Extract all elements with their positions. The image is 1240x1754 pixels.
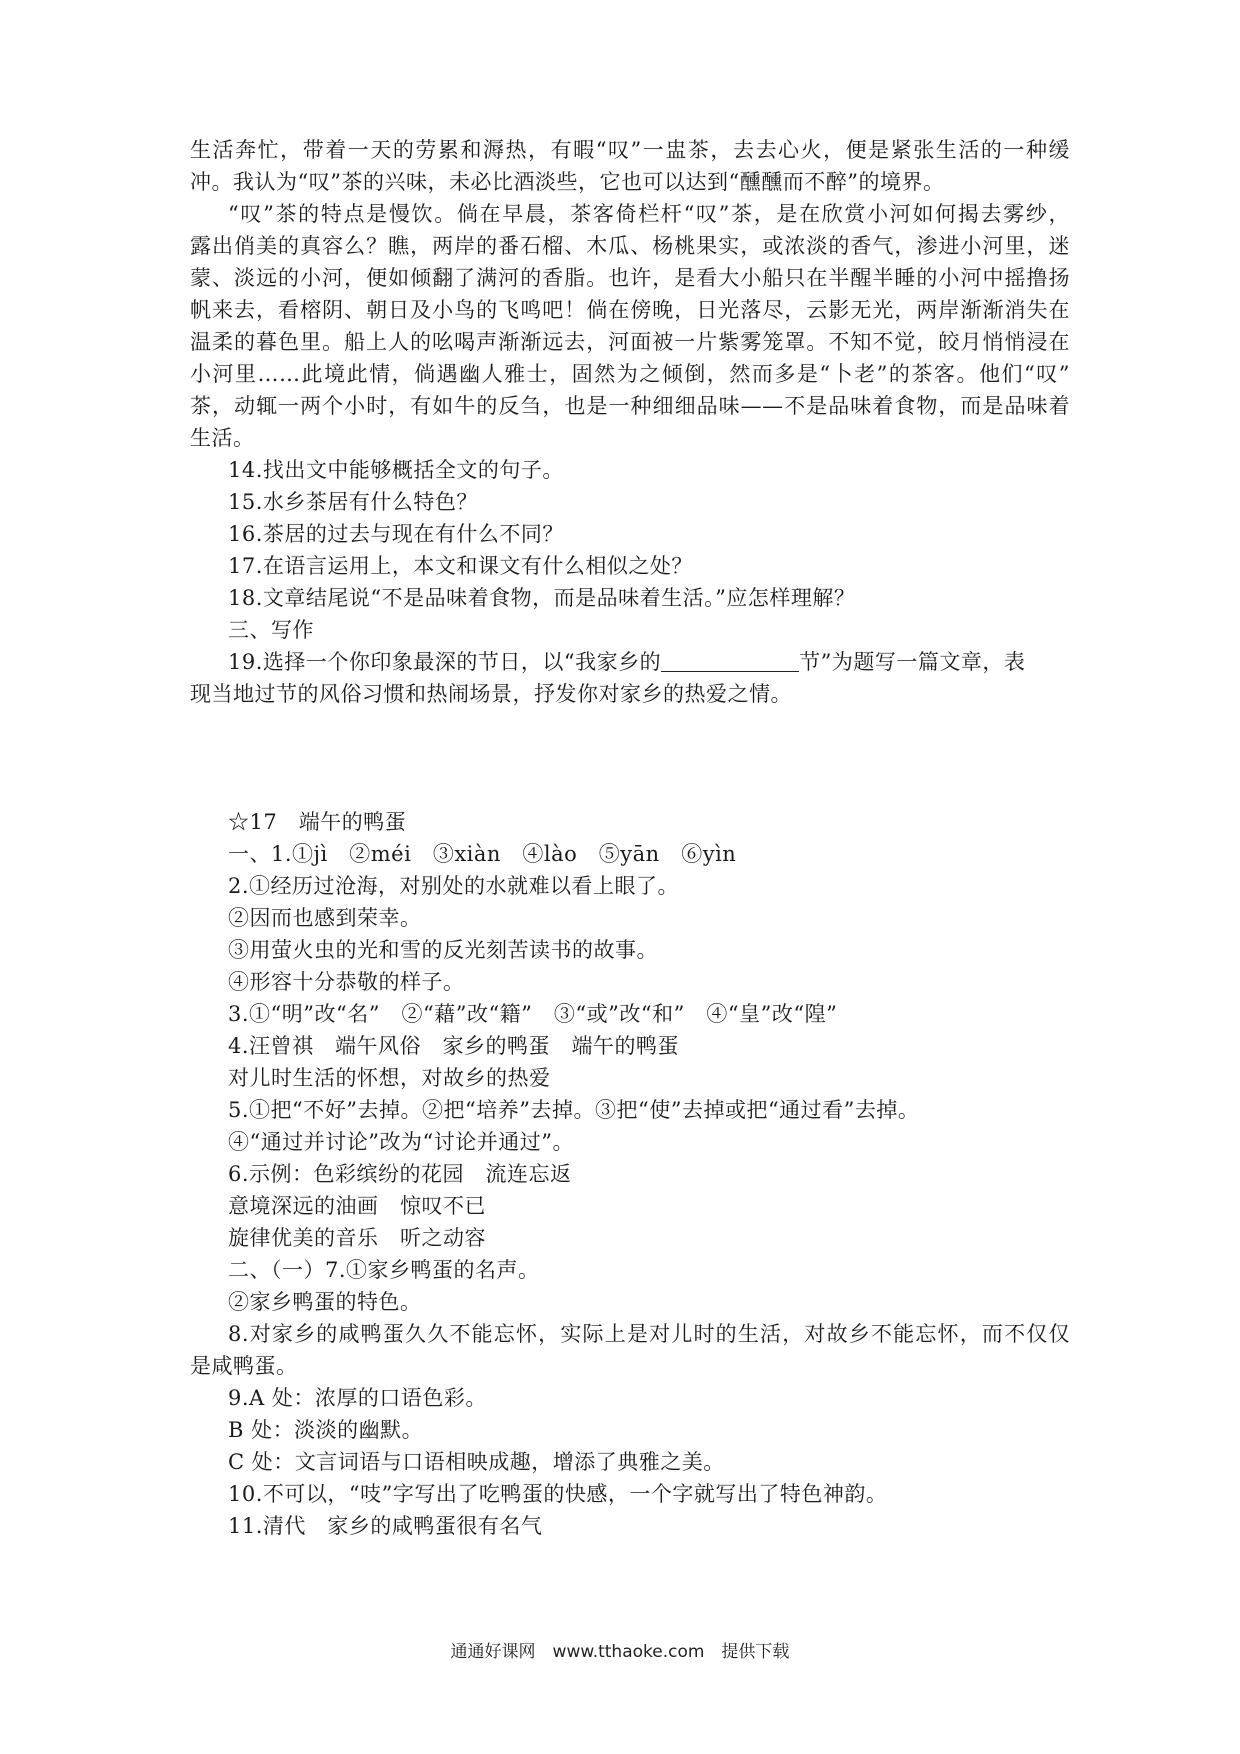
passage-line: 茶，动辄一两个小时，有如牛的反刍，也是一种细细品味——不是品味着食物，而是品味着: [190, 394, 1070, 418]
answer-line: ④形容十分恭敬的样子。: [228, 970, 465, 994]
question-19-text-cont: 节”为题写一篇文章，表: [799, 650, 1026, 674]
passage-line: 生活。: [190, 426, 255, 450]
question-15: 15.水乡茶居有什么特色？: [228, 490, 478, 514]
answers-title: ☆17 端午的鸭蛋: [228, 810, 407, 834]
answer-line: ②家乡鸭蛋的特色。: [228, 1290, 422, 1314]
question-19-line2: 现当地过节的风俗习惯和热闹场景，抒发你对家乡的热爱之情。: [190, 682, 792, 706]
passage-line: “叹”茶的特点是慢饮。倘在早晨，茶客倚栏杆“叹”茶，是在欣赏小河如何揭去雾纱，: [228, 202, 1070, 226]
question-19: [228, 646, 1070, 678]
passage-line: 帆来去，看榕阴、朝日及小鸟的飞鸣吧！倘在傍晚，日光落尽，云影无光，两岸渐渐消失在: [190, 298, 1070, 322]
writing-heading: 三、写作: [228, 618, 314, 642]
passage-line: 小河里……此境此情，倘遇幽人雅士，固然为之倾倒，然而多是“卜老”的茶客。他们“叹”: [190, 362, 1070, 386]
passage-line: 冲。我认为“叹”茶的兴味，未必比酒淡些，它也可以达到“醺醺而不醉”的境界。: [190, 170, 945, 194]
question-14: 14.找出文中能够概括全文的句子。: [228, 458, 564, 482]
answer-line: 二、（一）7.①家乡鸭蛋的名声。: [228, 1258, 540, 1282]
answer-line: 10.不可以，“吱”字写出了吃鸭蛋的快感，一个字就写出了特色神韵。: [228, 1482, 888, 1506]
question-19-text: 19.选择一个你印象最深的节日，以“我家乡的: [228, 650, 662, 674]
answer-line: 6.示例：色彩缤纷的花园 流连忘返: [228, 1162, 572, 1186]
answer-line: B 处：淡淡的幽默。: [228, 1418, 424, 1442]
fill-in-blank: [661, 651, 799, 672]
page-footer: 通通好课网 www.tthaoke.com 提供下载: [450, 1642, 790, 1662]
question-16: 16.茶居的过去与现在有什么不同？: [228, 522, 564, 546]
answer-line: 5.①把“不好”去掉。②把“培养”去掉。③把“使”去掉或把“通过看”去掉。: [228, 1098, 920, 1122]
answer-line: 9.A 处：浓厚的口语色彩。: [228, 1386, 487, 1410]
answer-line: 4.汪曾祺 端午风俗 家乡的鸭蛋 端午的鸭蛋: [228, 1034, 680, 1058]
answer-line: 3.①“明”改“名” ②“藉”改“籍” ③“或”改“和” ④“皇”改“隍”: [228, 1002, 838, 1026]
answer-line: ③用萤火虫的光和雪的反光刻苦读书的故事。: [228, 938, 658, 962]
answer-line: ④“通过并讨论”改为“讨论并通过”。: [228, 1130, 574, 1154]
question-17: 17.在语言运用上，本文和课文有什么相似之处？: [228, 554, 693, 578]
passage-line: 蒙、淡远的小河，便如倾翻了满河的香脂。也许，是看大小船只在半醒半睡的小河中摇撸扬: [190, 266, 1070, 290]
answer-line: 对儿时生活的怀想，对故乡的热爱: [228, 1066, 551, 1090]
passage-line: 生活奔忙，带着一天的劳累和溽热，有暇“叹”一盅茶，去去心火，便是紧张生活的一种缓: [190, 138, 1070, 162]
answer-line: 2.①经历过沧海，对别处的水就难以看上眼了。: [228, 874, 680, 898]
answer-line: 11.清代 家乡的咸鸭蛋很有名气: [228, 1514, 543, 1538]
answer-line: C 处：文言词语与口语相映成趣，增添了典雅之美。: [228, 1450, 725, 1474]
question-18: 18.文章结尾说“不是品味着食物，而是品味着生活。”应怎样理解？: [228, 586, 856, 610]
passage-line: 露出俏美的真容么？瞧，两岸的番石榴、木瓜、杨桃果实，或浓淡的香气，渗进小河里，迷: [190, 234, 1070, 258]
answer-line: 意境深远的油画 惊叹不已: [228, 1194, 486, 1218]
answer-line: 8.对家乡的咸鸭蛋久久不能忘怀，实际上是对儿时的生活，对故乡不能忘怀，而不仅仅: [228, 1322, 1070, 1346]
answer-line: 旋律优美的音乐 听之动容: [228, 1226, 486, 1250]
answer-line: 一、1.①jì ②méi ③xiàn ④lào ⑤yān ⑥yìn: [228, 842, 737, 866]
answer-line: ②因而也感到荣幸。: [228, 906, 422, 930]
answer-line: 是咸鸭蛋。: [190, 1354, 298, 1378]
passage-line: 温柔的暮色里。船上人的吆喝声渐渐远去，河面被一片紫雾笼罩。不知不觉，皎月悄悄浸在: [190, 330, 1070, 354]
